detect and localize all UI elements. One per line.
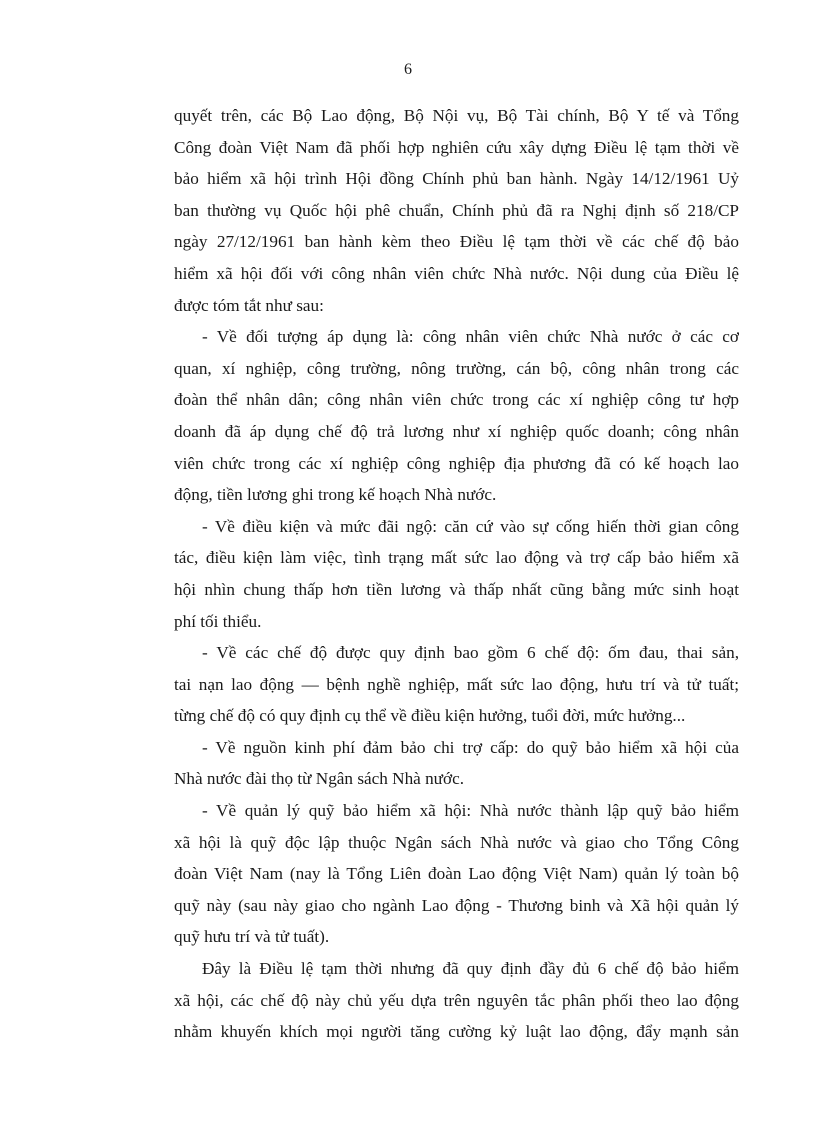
text-line: Nhà nước đài thọ từ Ngân sách Nhà nước. [174,769,465,789]
paragraph-intro [174,100,739,321]
text-line: tác, điều kiện làm việc, tình trạng mất sức lao động và trợ cấp bảo hiểm xã [174,548,739,568]
text-line: xã hội là quỹ độc lập thuộc Ngân sách Nhà nước và giao cho Tổng Công [174,832,739,852]
page-number: 6 [404,61,412,78]
text-line: - Về quản lý quỹ bảo hiểm xã hội: Nhà nước thành lập quỹ bảo hiểm [202,801,739,821]
text-line: được tóm tắt như sau: [174,295,324,315]
paragraph-summary [174,953,739,1048]
text-line: doanh đã áp dụng chế độ trả lương như xí nghiệp quốc doanh; công nhân [174,421,739,441]
text-line: quan, xí nghiệp, công trường, nông trường, cán bộ, công nhân trong các [174,358,739,378]
text-line: phí tối thiểu. [174,611,262,631]
paragraph-funding [174,732,739,795]
text-line: quyết trên, các Bộ Lao động, Bộ Nội vụ, Bộ Tài chính, Bộ Y tế và Tổng [174,106,739,125]
text-line: quỹ này (sau này giao cho ngành Lao động - Thương binh và Xã hội quản lý [174,895,739,915]
text-line: - Về các chế độ được quy định bao gồm 6 chế độ: ốm đau, thai sản, [202,643,739,663]
text-line: Đây là Điều lệ tạm thời nhưng đã quy định đầy đủ 6 chế độ bảo hiểm [202,959,739,979]
text-line: động, tiền lương ghi trong kế hoạch Nhà nước. [174,485,497,505]
paragraph-fund-management [174,795,739,953]
text-line: nhằm khuyến khích mọi người tăng cường kỷ luật lao động, đẩy mạnh sản [174,1022,739,1042]
text-line: đoàn Việt Nam (nay là Tổng Liên đoàn Lao động Việt Nam) quản lý toàn bộ [174,864,739,884]
text-line: xã hội, các chế độ này chủ yếu dựa trên nguyên tắc phân phối theo lao động [174,990,739,1010]
text-line: - Về điều kiện và mức đãi ngộ: căn cứ vào sự cống hiến thời gian công [202,516,739,536]
text-line: Công đoàn Việt Nam đã phối hợp nghiên cứu xây dựng Điều lệ tạm thời về [174,137,739,157]
text-line: hiểm xã hội đối với công nhân viên chức Nhà nước. Nội dung của Điều lệ [174,263,739,283]
text-line: quỹ hưu trí và tử tuất). [174,927,330,947]
text-line: tai nạn lao động — bệnh nghề nghiệp, mất sức lao động, hưu trí và tử tuất; [174,674,739,694]
text-line: - Về nguồn kinh phí đảm bảo chi trợ cấp: do quỹ bảo hiểm xã hội của [202,737,739,757]
text-line: ban thường vụ Quốc hội phê chuẩn, Chính phủ đã ra Nghị định số 218/CP [174,200,739,220]
text-line: ngày 27/12/1961 ban hành kèm theo Điều lệ tạm thời về các chế độ bảo [174,232,739,252]
text-line: viên chức trong các xí nghiệp công nghiệp địa phương đã có kế hoạch lao [174,453,739,473]
text-line: - Về đối tượng áp dụng là: công nhân viên chức Nhà nước ở các cơ [202,327,739,347]
text-line: bảo hiểm xã hội trình Hội đồng Chính phủ ban hành. Ngày 14/12/1961 Uỷ [174,169,739,189]
document-body [174,100,739,1048]
text-line: hội nhìn chung thấp hơn tiền lương và thấp nhất cũng bằng mức sinh hoạt [174,579,739,599]
paragraph-subjects [174,321,739,511]
text-line: từng chế độ có quy định cụ thể về điều kiện hưởng, tuổi đời, mức hưởng... [174,706,686,726]
paragraph-conditions [174,511,739,637]
text-line: đoàn thể nhân dân; công nhân viên chức trong các xí nghiệp công tư hợp [174,390,739,410]
paragraph-regimes [174,637,739,732]
